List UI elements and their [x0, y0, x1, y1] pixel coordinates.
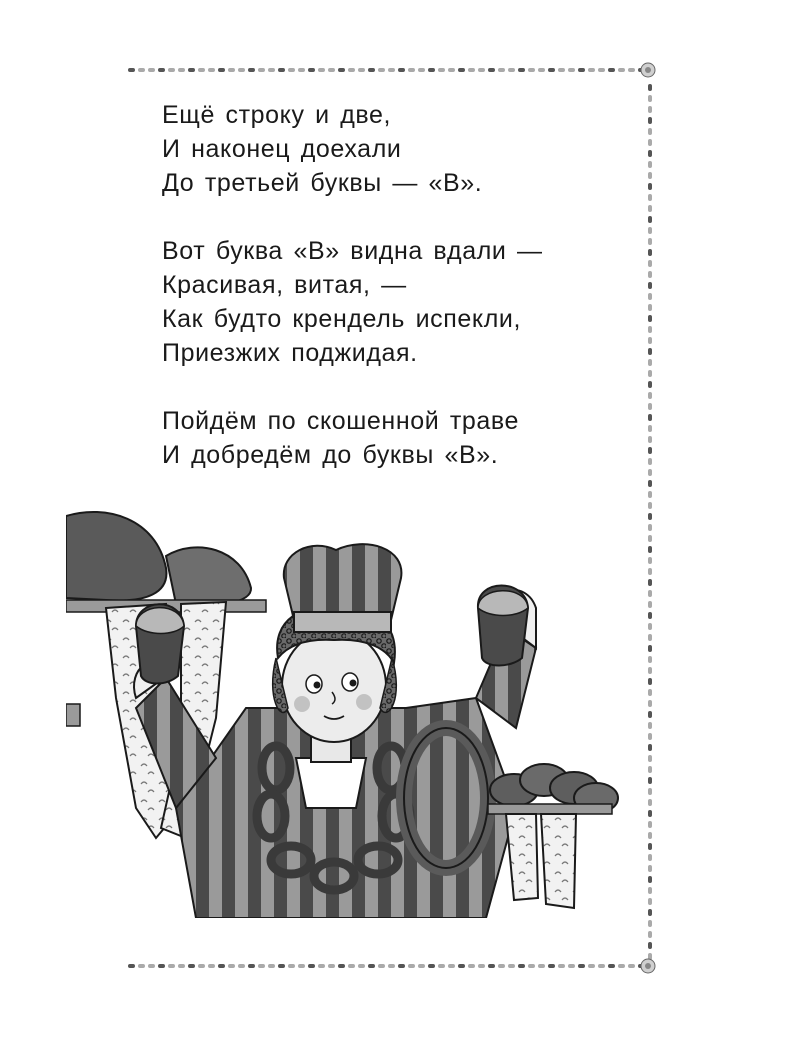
poem-line: Ещё строку и две, — [162, 101, 392, 129]
corner-flower-icon-top — [641, 63, 655, 77]
poem-line: Красивая, витая, — — [162, 271, 407, 299]
stanza-1 — [162, 98, 632, 200]
poem-line: Приезжих поджидая. — [162, 339, 418, 367]
poem-line: И наконец доехали — [162, 135, 402, 163]
poem-line: Вот буква «В» видна вдали — — [162, 237, 543, 265]
poem-text — [162, 98, 632, 506]
bottom-border-line — [128, 964, 645, 968]
poem-line: И добредём до буквы «В». — [162, 441, 499, 469]
poem-line: До третьей буквы — «В». — [162, 169, 483, 197]
baker-illustration — [66, 508, 626, 918]
bun-tray-right — [488, 764, 618, 908]
top-border-line — [128, 68, 645, 72]
corner-flower-icon-bottom — [641, 959, 655, 973]
bun-left-hand — [136, 604, 184, 683]
stanza-2 — [162, 234, 632, 370]
poem-line: Как будто крендель испекли, — [162, 305, 521, 333]
bun-right-hand — [478, 586, 528, 666]
stanza-3 — [162, 404, 632, 472]
right-border-line — [648, 84, 652, 960]
poem-line: Пойдём по скошенной траве — [162, 407, 520, 435]
